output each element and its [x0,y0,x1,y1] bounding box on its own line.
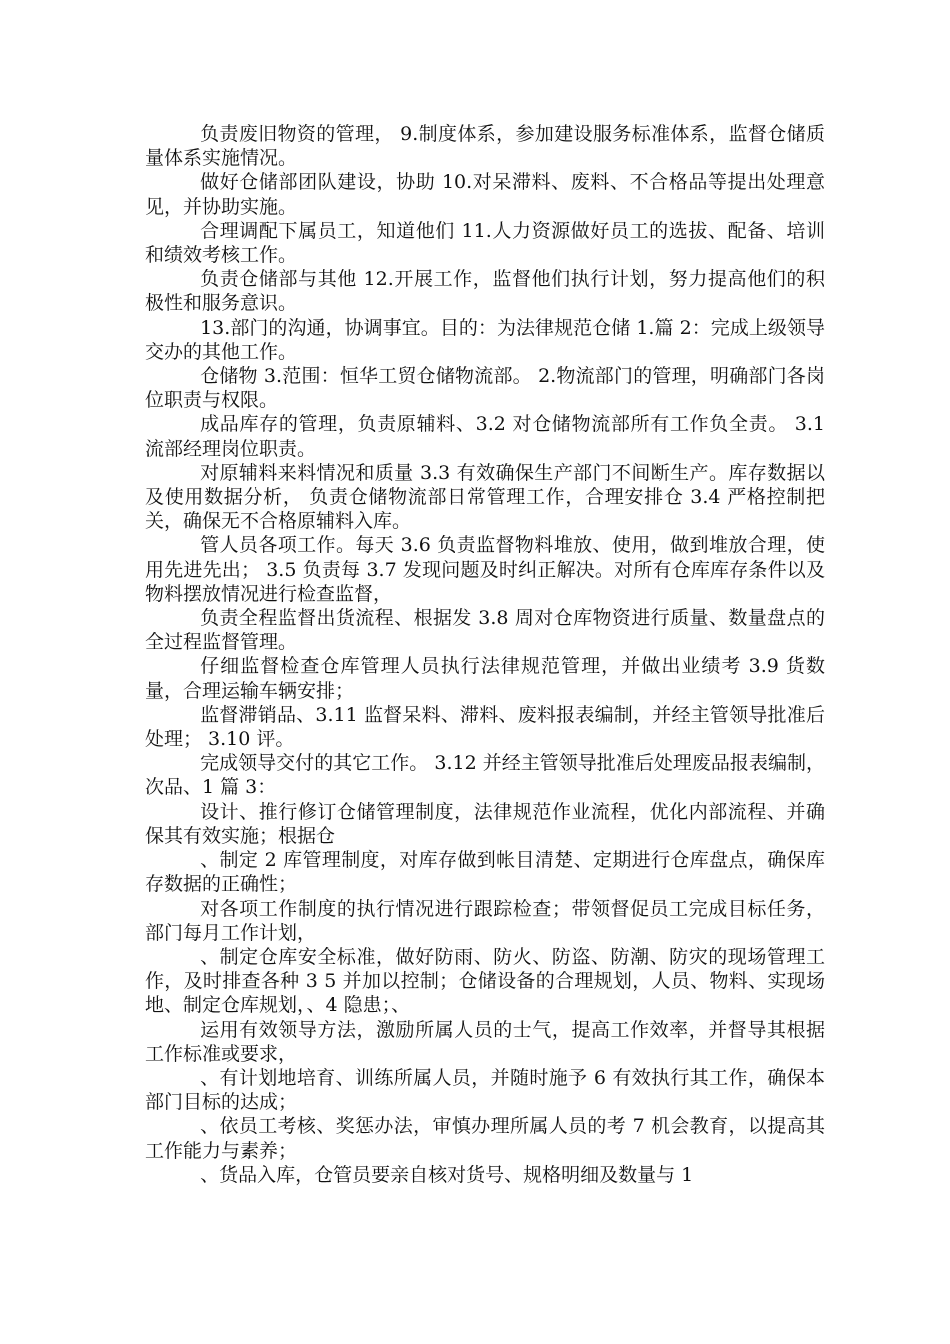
paragraph: 负责废旧物资的管理， 9.制度体系，参加建设服务标准体系，监督仓储质量体系实施情况。 [145,123,825,170]
paragraph: 13.部门的沟通，协调事宜。目的：为法律规范仓储 1.篇 2：完成上级领导交办的其他工作。 [145,316,825,363]
paragraph: 、制定 2 库管理制度，对库存做到帐目清楚、定期进行仓库盘点，确保库存数据的正确性； [145,849,825,896]
document-body [145,122,825,1187]
paragraph: 管人员各项工作。每天 3.6 负责监督物料堆放、使用，做到堆放合理，使用先进先出； 3.5 负责每 3.7 发现问题及时纠正解决。对所有仓库库存条件以及物料摆放情况进行检查监督， [145,534,825,605]
paragraph: 仔细监督检查仓库管理人员执行法律规范管理，并做出业绩考 3.9 货数量，合理运输车辆安排； [145,655,825,702]
paragraph: 、有计划地培育、训练所属人员，并随时施予 6 有效执行其工作，确保本部门目标的达成； [145,1066,825,1114]
paragraph: 成品库存的管理，负责原辅料、3.2 对仓储物流部所有工作负全责。 3.1 流部经理岗位职责。 [145,413,825,460]
paragraph: 对各项工作制度的执行情况进行跟踪检查；带领督促员工完成目标任务，部门每月工作计划， [145,897,825,944]
paragraph: 、依员工考核、奖惩办法，审慎办理所属人员的考 7 机会教育，以提高其工作能力与素养； [145,1115,825,1162]
paragraph: 仓储物 3.范围：恒华工贸仓储物流部。 2.物流部门的管理，明确部门各岗位职责与权限。 [145,365,825,412]
paragraph: 负责仓储部与其他 12.开展工作，监督他们执行计划，努力提高他们的积极性和服务意识。 [145,268,825,315]
paragraph: 、制定仓库安全标准，做好防雨、防火、防盗、防潮、防灾的现场管理工作，及时排查各种 3 5 并加以控制；仓储设备的合理规划，人员、物料、实现场地、制定仓库规划，、4 隐患；、 [145,945,825,1017]
paragraph: 监督滞销品、3.11 监督呆料、滞料、废料报表编制，并经主管领导批准后处理； 3.10 评。 [145,703,825,751]
paragraph: 做好仓储部团队建设，协助 10.对呆滞料、废料、不合格品等提出处理意见，并协助实施。 [145,171,825,218]
paragraph: 负责全程监督出货流程、根据发 3.8 周对仓库物资进行质量、数量盘点的全过程监督管理。 [145,607,825,654]
paragraph: 合理调配下属员工，知道他们 11.人力资源做好员工的选拔、配备、培训和绩效考核工作。 [145,219,825,267]
paragraph: 、货品入库，仓管员要亲自核对货号、规格明细及数量与 1 [200,1163,694,1186]
paragraph: 运用有效领导方法，激励所属人员的士气，提高工作效率，并督导其根据工作标准或要求， [145,1018,825,1065]
paragraph: 对原辅料来料情况和质量 3.3 有效确保生产部门不间断生产。库存数据以及使用数据分析， 负责仓储物流部日常管理工作，合理安排仓 3.4 严格控制把关，确保无不合格原辅料入库。 [145,461,825,533]
paragraph: 设计、推行修订仓储管理制度，法律规范作业流程，优化内部流程、并确保其有效实施；根据仓 [145,800,825,847]
paragraph: 完成领导交付的其它工作。 3.12 并经主管领导批准后处理废品报表编制，次品、1 篇 3： [145,752,825,799]
